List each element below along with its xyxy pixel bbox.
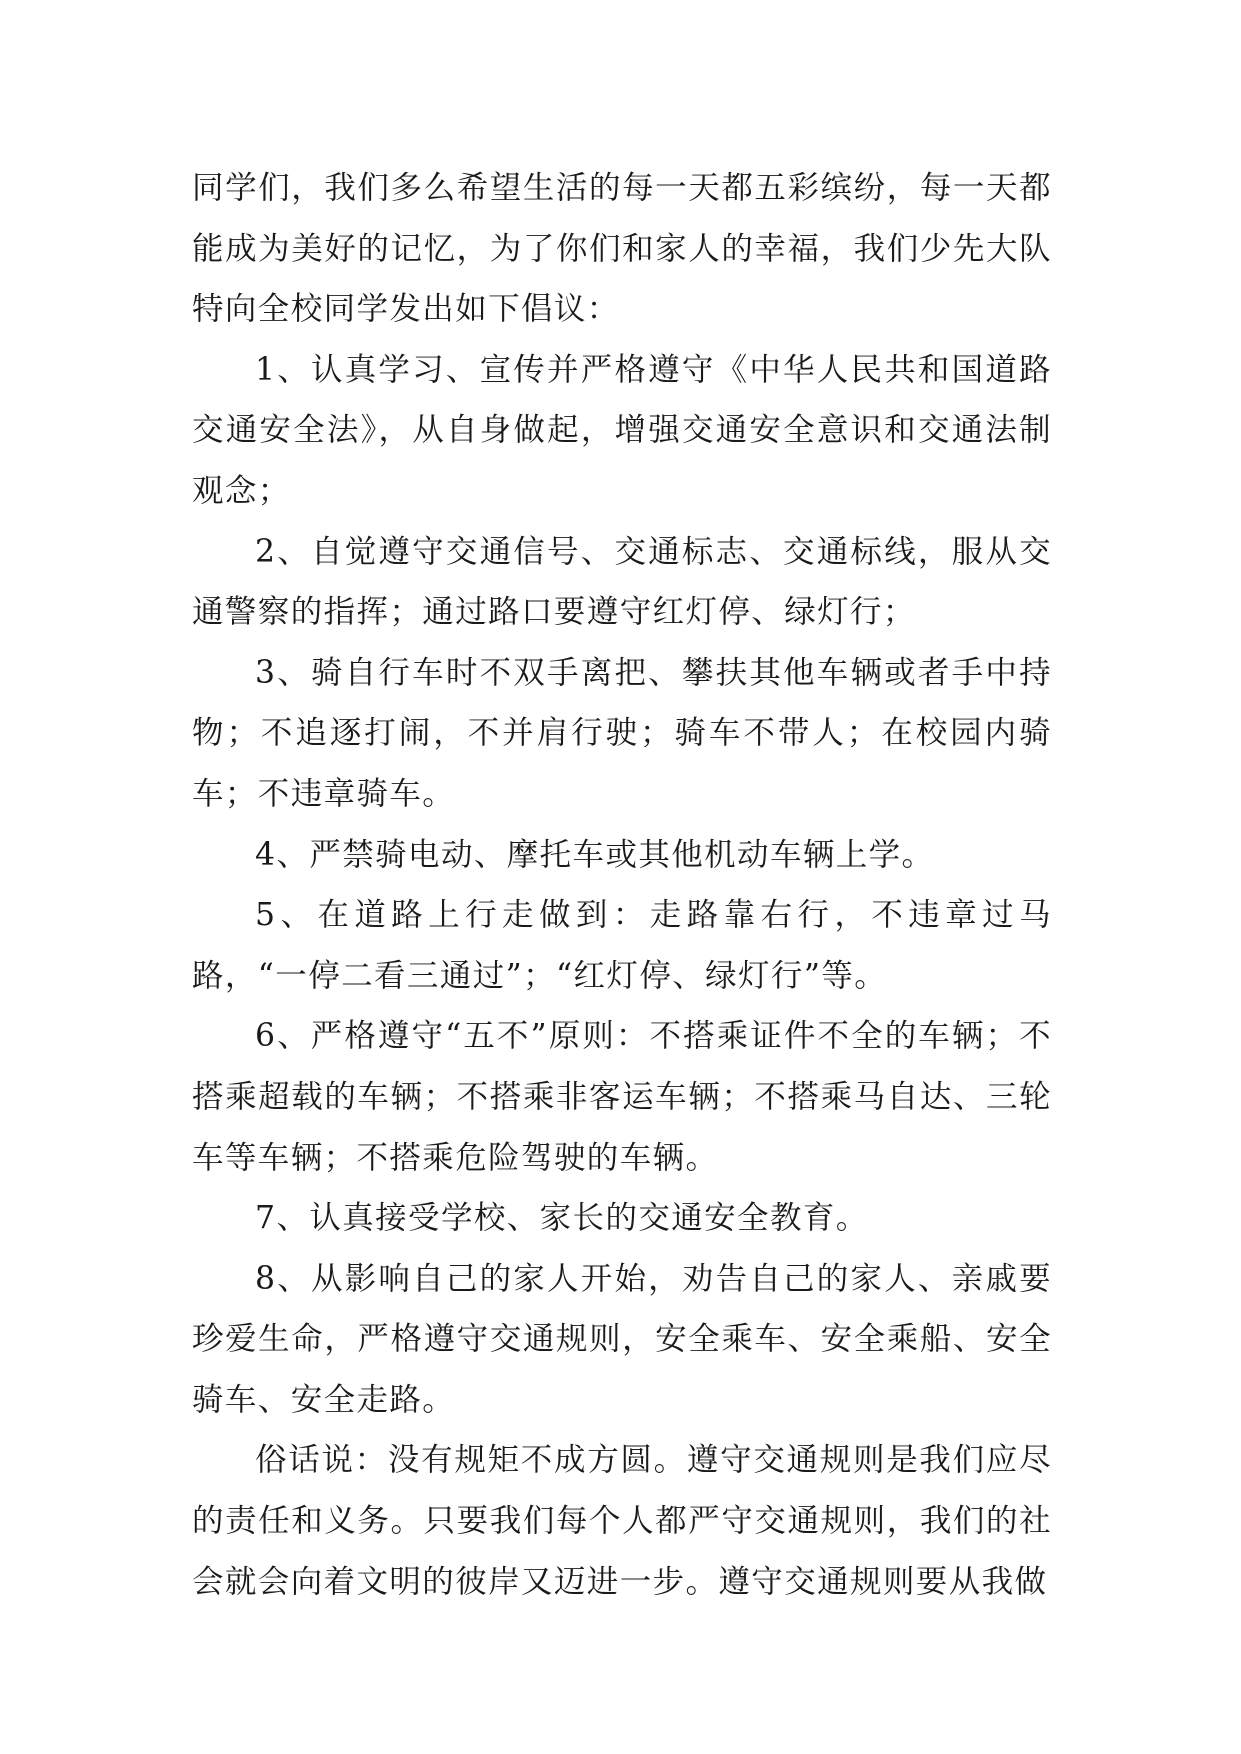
proposal-item-4: 4、严禁骑电动、摩托车或其他机动车辆上学。 [255,836,935,873]
document-body [192,158,1052,1612]
proposal-item-3: 3、骑自行车时不双手离把、攀扶其他车辆或者手中持物；不追逐打闹，不并肩行驶；骑车不带人；在校园内骑车；不违章骑车。 [192,654,1052,812]
proposal-item-7: 7、认真接受学校、家长的交通安全教育。 [255,1200,869,1237]
proposal-item-1: 1、认真学习、宣传并严格遵守《中华人民共和国道路交通安全法》，从自身做起，增强交通安全意识和交通法制观念； [192,351,1052,509]
proposal-item-5: 5、在道路上行走做到：走路靠右行，不违章过马路，“一停二看三通过”；“红灯停、绿灯行”等。 [192,897,1052,994]
proposal-item-6: 6、严格遵守“五不”原则：不搭乘证件不全的车辆；不搭乘超载的车辆；不搭乘非客运车辆；不搭乘马自达、三轮车等车辆；不搭乘危险驾驶的车辆。 [192,1018,1052,1176]
proposal-item-2: 2、自觉遵守交通信号、交通标志、交通标线，服从交通警察的指挥；通过路口要遵守红灯停、绿灯行； [192,533,1052,631]
closing-paragraph: 俗话说：没有规矩不成方圆。遵守交通规则是我们应尽的责任和义务。只要我们每个人都严守交通规则，我们的社会就会向着文明的彼岸又迈进一步。遵守交通规则要从我做 [192,1442,1052,1600]
proposal-item-8: 8、从影响自己的家人开始，劝告自己的家人、亲戚要珍爱生命，严格遵守交通规则，安全乘车、安全乘船、安全骑车、安全走路。 [192,1260,1052,1418]
intro-paragraph: 同学们，我们多么希望生活的每一天都五彩缤纷，每一天都能成为美好的记忆，为了你们和家人的幸福，我们少先大队特向全校同学发出如下倡议： [192,170,1052,328]
